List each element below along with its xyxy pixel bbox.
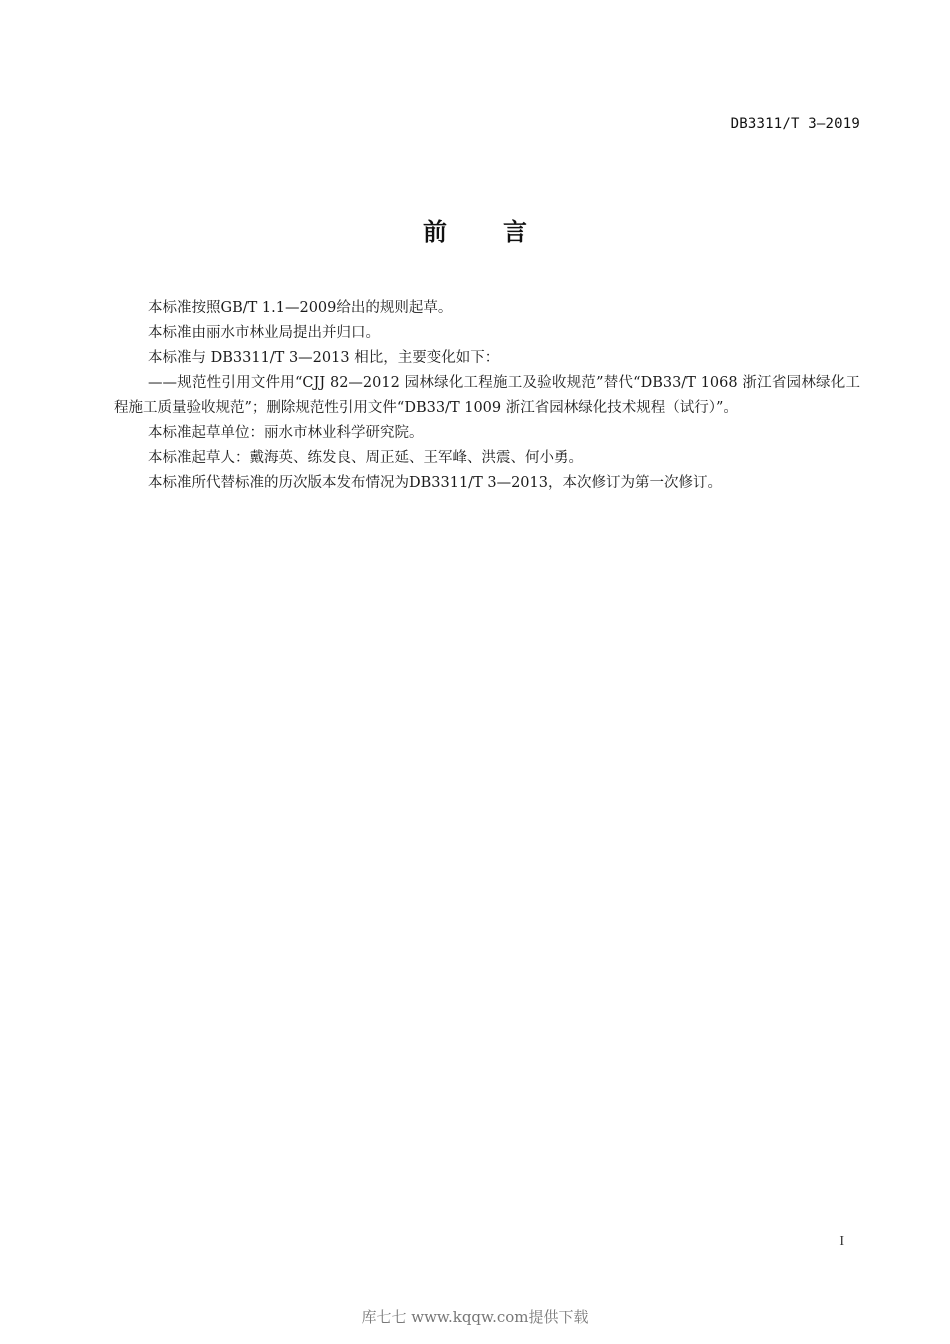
paragraph: 本标准由丽水市林业局提出并归口。: [148, 325, 380, 341]
paragraph: 本标准所代替标准的历次版本发布情况为DB3311/T 3—2013，本次修订为第一次修订。: [148, 475, 722, 491]
document-code: DB3311/T 3—2019: [730, 116, 860, 132]
paragraph: 本标准起草人：戴海英、练发良、周正延、王军峰、洪震、何小勇。: [148, 450, 583, 466]
body-text: [114, 296, 860, 496]
footer-watermark: 库七七 www.kqqw.com提供下载: [361, 1308, 589, 1326]
page-number: I: [839, 1234, 844, 1249]
paragraph: 本标准按照GB/T 1.1—2009给出的规则起草。: [148, 300, 453, 316]
paragraph: 本标准与 DB3311/T 3—2013 相比，主要变化如下：: [148, 350, 500, 366]
paragraph: ——规范性引用文件用“CJJ 82—2012 园林绿化工程施工及验收规范”替代“DB33/T 1068 浙江省园林绿化工程施工质量验收规范”；删除规范性引用文件“DB33/T 1009 浙江省园林绿化技术规程（试行）”。: [114, 375, 860, 416]
section-title: 前言: [423, 218, 583, 246]
paragraph: 本标准起草单位：丽水市林业科学研究院。: [148, 425, 424, 441]
